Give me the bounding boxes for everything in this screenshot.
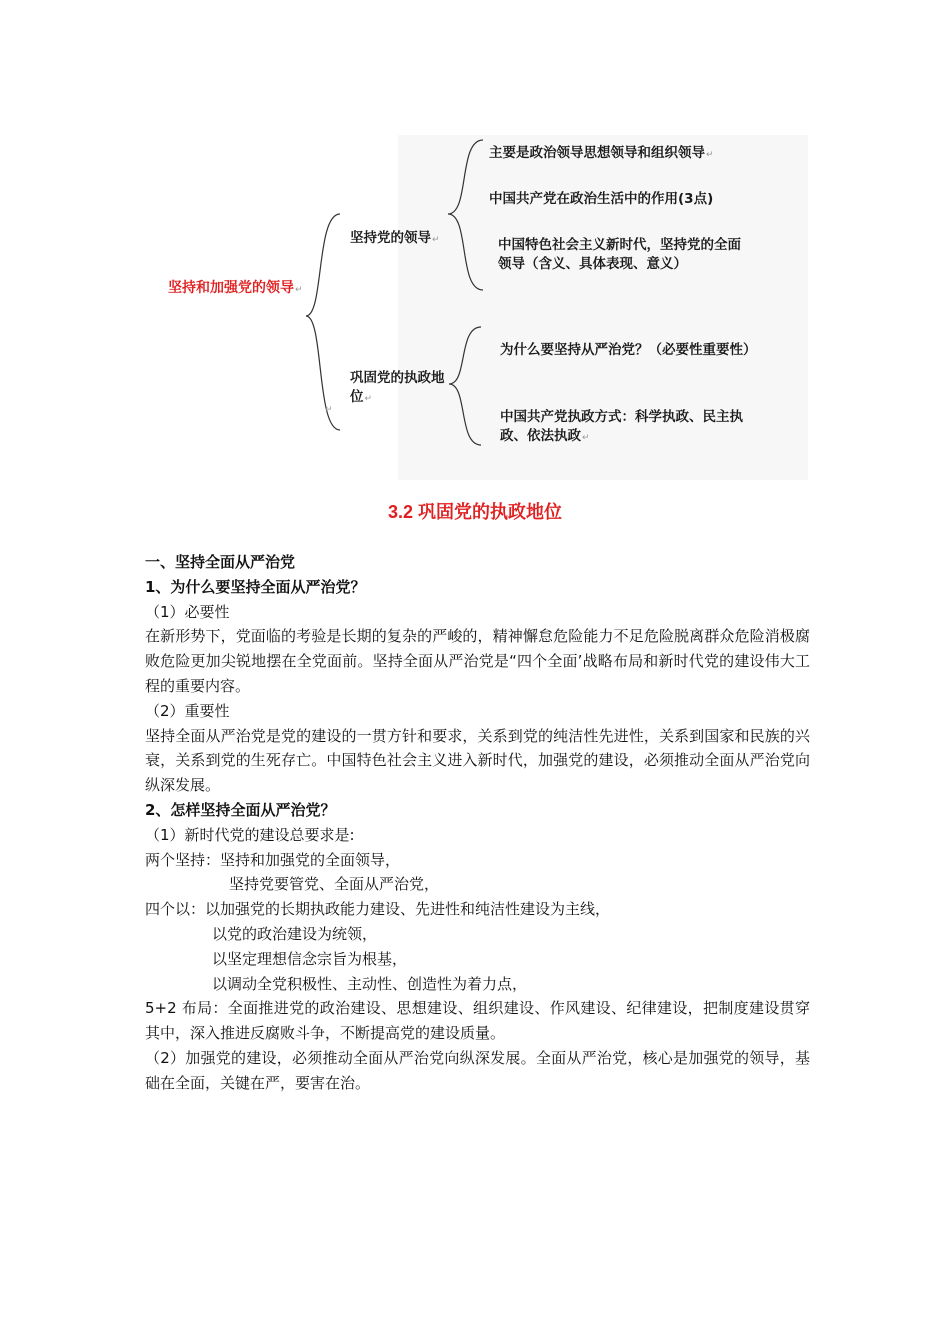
- list-line: 以调动全党积极性、主动性、创造性为着力点，: [212, 974, 528, 993]
- list-line: 以坚定理想信念宗旨为根基，: [212, 949, 408, 968]
- question-heading: 1、为什么要坚持全面从严治党？: [145, 577, 366, 596]
- question-heading: 2、怎样坚持全面从严治党？: [145, 800, 336, 819]
- mind-map-leaf: 中国特色社会主义新时代，坚持党的全面领导（含义、具体表现、意义）: [498, 237, 741, 272]
- mind-map-leaf: 为什么要坚持从严治党？（必要性重要性）: [500, 342, 757, 358]
- list-line: 两个坚持：坚持和加强党的全面领导，: [145, 850, 401, 869]
- root-brace: [306, 214, 340, 430]
- subheading: （1）新时代党的建设总要求是:: [145, 825, 355, 844]
- paragraph: 在新形势下，党面临的考验是长期的复杂的严峻的，精神懈怠危险能力不足危险脱离群众危险消极腐败危险更加尖锐地摆在全党面前。坚持全面从严治党是“四个全面’战略布局和新时代党的建设伟大工程的重要内容。: [145, 627, 810, 695]
- mind-map-connectors: [0, 0, 950, 490]
- mind-map-branch-ruling-position: 巩固党的执政地位↵: [350, 370, 445, 405]
- list-line: 以党的政治建设为统领，: [212, 924, 378, 943]
- mind-map-branch-leadership: 坚持党的领导↵: [350, 230, 440, 246]
- mind-map-root: 坚持和加强党的领导↵: [168, 280, 303, 296]
- list-line: 坚持党要管党、全面从严治党，: [229, 875, 440, 894]
- document-body: [145, 550, 810, 1096]
- paragraph: 坚持全面从严治党是党的建设的一贯方针和要求，关系到党的纯洁性先进性，关系到国家和民族的兴衰，关系到党的生死存亡。中国特色社会主义进入新时代，加强党的建设，必须推动全面从严治党向纵深发展。: [145, 726, 810, 795]
- subheading: （1）必要性: [145, 602, 230, 621]
- mind-map-leaf: 中国共产党在政治生活中的作用(3点): [489, 191, 714, 207]
- subheading: （2）重要性: [145, 701, 230, 720]
- list-line: 四个以：以加强党的长期执政能力建设、先进性和纯洁性建设为主线，: [145, 900, 611, 919]
- mind-map: [0, 0, 950, 490]
- paragraph: （2）加强党的建设，必须推动全面从严治党向纵深发展。全面从严治党，核心是加强党的领导，基础在全面，关键在严，要害在治。: [145, 1048, 810, 1092]
- section-title: 3.2 巩固党的执政地位: [387, 502, 563, 522]
- mind-map-leaf: 中国共产党执政方式：科学执政、民主执政、依法执政↵: [500, 409, 743, 444]
- mind-map-leaf: 主要是政治领导思想领导和组织领导↵: [489, 145, 714, 161]
- paragraph: 5+2 布局：全面推进党的政治建设、思想建设、组织建设、作风建设、纪律建设，把制度建设贯穿其中，深入推进反腐败斗争，不断提高党的建设质量。: [145, 999, 810, 1043]
- heading-1: 一、坚持全面从严治党: [145, 553, 296, 571]
- paragraph-mark: ↵: [325, 405, 333, 415]
